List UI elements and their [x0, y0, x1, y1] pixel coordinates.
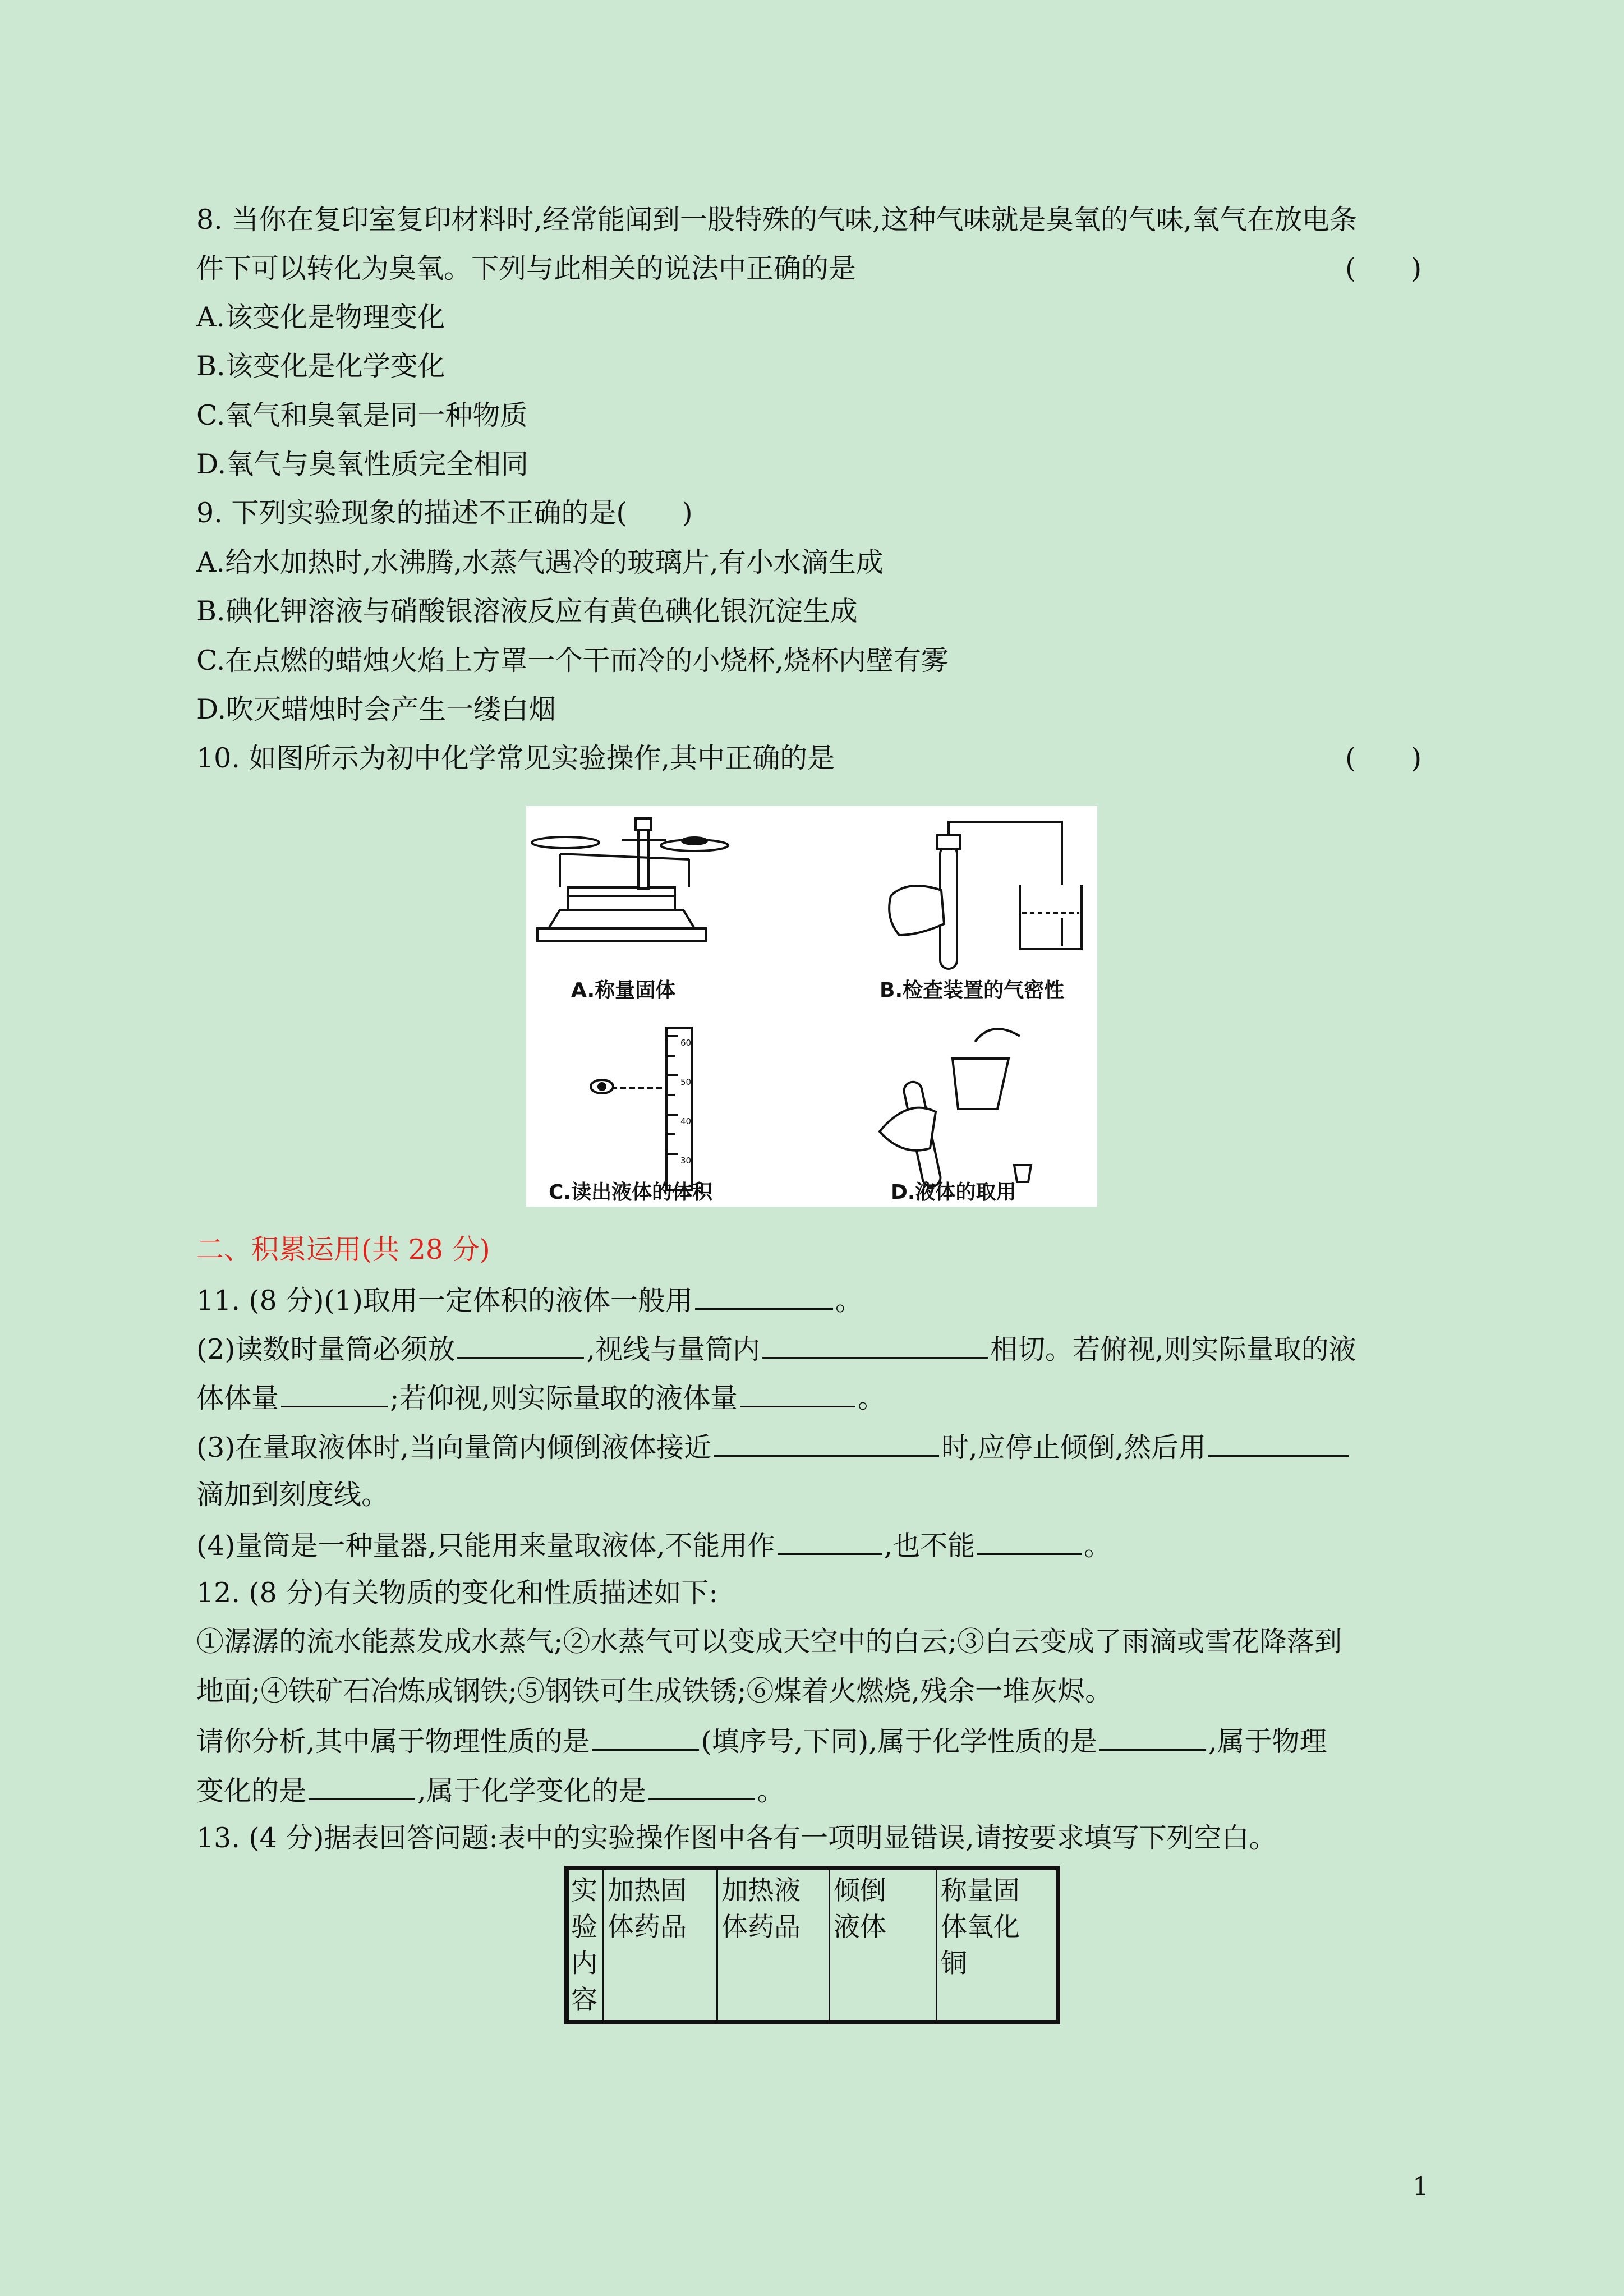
lab-operations-drawing [526, 806, 1097, 1207]
q11-part3-text-b: 时,应停止倾倒,然后用 [941, 1432, 1207, 1464]
table-cell [830, 1870, 937, 2020]
q9-option-d: D.吹灭蜡烛时会产生一缕白烟 [196, 693, 556, 725]
blank[interactable] [309, 1773, 415, 1800]
blank[interactable] [762, 1331, 988, 1359]
q12-text-d: 变化的是 [196, 1775, 307, 1807]
q8-stem-line1: 8. 当你在复印室复印材料时,经常能闻到一股特殊的气味,这种气味就是臭氧的气味,氧气在放电条 [196, 204, 1358, 236]
q11-part2-line1 [196, 1331, 1356, 1366]
q11-part2-text-e: ;若仰视,则实际量取的液体量 [390, 1382, 738, 1414]
q8-option-d: D.氧气与臭氧性质完全相同 [196, 448, 529, 480]
blank[interactable] [977, 1527, 1082, 1555]
q11-part1-end: 。 [835, 1285, 863, 1317]
blank[interactable] [648, 1773, 755, 1800]
q12-text-f: 。 [757, 1775, 785, 1807]
q10-answer-paren: ( ) [1345, 742, 1422, 774]
q8-option-b: B.该变化是化学变化 [196, 350, 445, 382]
q12-desc-line2: 地面;④铁矿石冶炼成钢铁;⑤钢铁可生成铁锈;⑥煤着火燃烧,残余一堆灰烬。 [196, 1675, 1113, 1707]
balance-scale-illustration [532, 818, 728, 941]
blank[interactable] [1099, 1723, 1206, 1751]
q12-stem: 12. (8 分)有关物质的变化和性质描述如下: [196, 1577, 718, 1609]
table-cell-text: 称量固体氧化铜 [941, 1875, 1020, 1979]
q12-text-c: ,属于物理 [1208, 1726, 1327, 1757]
experiment-table [564, 1866, 1060, 2024]
table-cell-text: 加热固体药品 [608, 1875, 687, 1943]
section2-title: 二、积累运用(共 28 分) [196, 1234, 490, 1266]
q11-part3-text-a: (3)在量取液体时,当向量筒内倾倒液体接近 [196, 1432, 711, 1464]
q10-stem: 10. 如图所示为初中化学常见实验操作,其中正确的是 [196, 742, 835, 774]
table-cell [937, 1870, 1056, 2020]
q12-text-b: (填序号,下同),属于化学性质的是 [701, 1726, 1097, 1757]
q8-stem-line2: 件下可以转化为臭氧。下列与此相关的说法中正确的是 [196, 252, 857, 284]
q12-question-line1 [196, 1723, 1327, 1759]
cylinder-tick-60: 60 [680, 1038, 692, 1048]
table-cell-text: 加热液体药品 [721, 1875, 801, 1943]
table-cell [604, 1870, 718, 2020]
page-number: 1 [1413, 2171, 1429, 2201]
cylinder-tick-30: 30 [680, 1156, 692, 1166]
q11-part2-text-b: ,视线与量筒内 [586, 1333, 760, 1365]
q9-option-b: B.碘化钾溶液与硝酸银溶液反应有黄色碘化银沉淀生成 [196, 595, 858, 627]
caption-a: A.称量固体 [571, 979, 676, 1002]
q12-text-e: ,属于化学变化的是 [417, 1775, 646, 1807]
lab-operations-figure [526, 806, 1097, 1207]
table-header-text: 实验内容 [571, 1875, 597, 2016]
blank[interactable] [740, 1380, 855, 1407]
table-cell [718, 1870, 830, 2020]
graduated-cylinder-illustration [591, 1028, 692, 1190]
q8-option-c: C.氧气和臭氧是同一种物质 [196, 399, 528, 431]
blank[interactable] [457, 1331, 584, 1359]
q9-stem: 9. 下列实验现象的描述不正确的是( ) [196, 497, 693, 529]
caption-b: B.检查装置的气密性 [880, 979, 1065, 1002]
blank[interactable] [592, 1723, 699, 1751]
table-header-cell [569, 1870, 604, 2020]
caption-d: D.液体的取用 [891, 1181, 1016, 1204]
blank[interactable] [778, 1527, 882, 1555]
airtightness-check-illustration [889, 822, 1082, 969]
q12-desc-line1: ①潺潺的流水能蒸发成水蒸气;②水蒸气可以变成天空中的白云;③白云变成了雨滴或雪花降落到 [196, 1626, 1342, 1658]
blank[interactable] [281, 1380, 388, 1407]
table-cell-text: 倾倒液体 [834, 1875, 886, 1943]
q11-part4-text-b: ,也不能 [884, 1530, 976, 1562]
q11-part4-text-c: 。 [1084, 1530, 1112, 1562]
q12-question-line2 [196, 1773, 785, 1808]
q9-option-c: C.在点燃的蜡烛火焰上方罩一个干而冷的小烧杯,烧杯内壁有雾 [196, 645, 949, 677]
blank[interactable] [1208, 1429, 1349, 1457]
q11-part3-line1 [196, 1429, 1351, 1465]
blank[interactable] [714, 1429, 939, 1457]
q12-text-a: 请你分析,其中属于物理性质的是 [196, 1726, 590, 1757]
cylinder-tick-50: 50 [680, 1077, 692, 1087]
q11-part1 [196, 1282, 863, 1318]
q11-part4-text-a: (4)量筒是一种量器,只能用来量取液体,不能用作 [196, 1530, 775, 1562]
cylinder-tick-40: 40 [680, 1116, 692, 1126]
q11-part2-text-a: (2)读数时量筒必须放 [196, 1333, 456, 1365]
q8-answer-paren: ( ) [1345, 252, 1422, 284]
q8-option-a: A.该变化是物理变化 [196, 301, 445, 333]
pouring-liquid-illustration [880, 1029, 1031, 1188]
q11-part2-line2 [196, 1380, 885, 1415]
blank[interactable] [695, 1282, 833, 1310]
q11-part3-line2: 滴加到刻度线。 [196, 1479, 389, 1511]
q13-stem: 13. (4 分)据表回答问题:表中的实验操作图中各有一项明显错误,请按要求填写下列空白。 [196, 1822, 1277, 1854]
q11-part2-text-c: 相切。若俯视,则实际量取的液 [990, 1333, 1356, 1365]
q11-part1-text: 11. (8 分)(1)取用一定体积的液体一般用 [196, 1285, 693, 1317]
caption-c: C.读出液体的体积 [549, 1181, 713, 1204]
q9-option-a: A.给水加热时,水沸腾,水蒸气遇冷的玻璃片,有小水滴生成 [196, 546, 884, 578]
q11-part4 [196, 1527, 1111, 1563]
q11-part2-text-d: 体体量 [196, 1382, 279, 1414]
q11-part2-text-f: 。 [858, 1382, 886, 1414]
